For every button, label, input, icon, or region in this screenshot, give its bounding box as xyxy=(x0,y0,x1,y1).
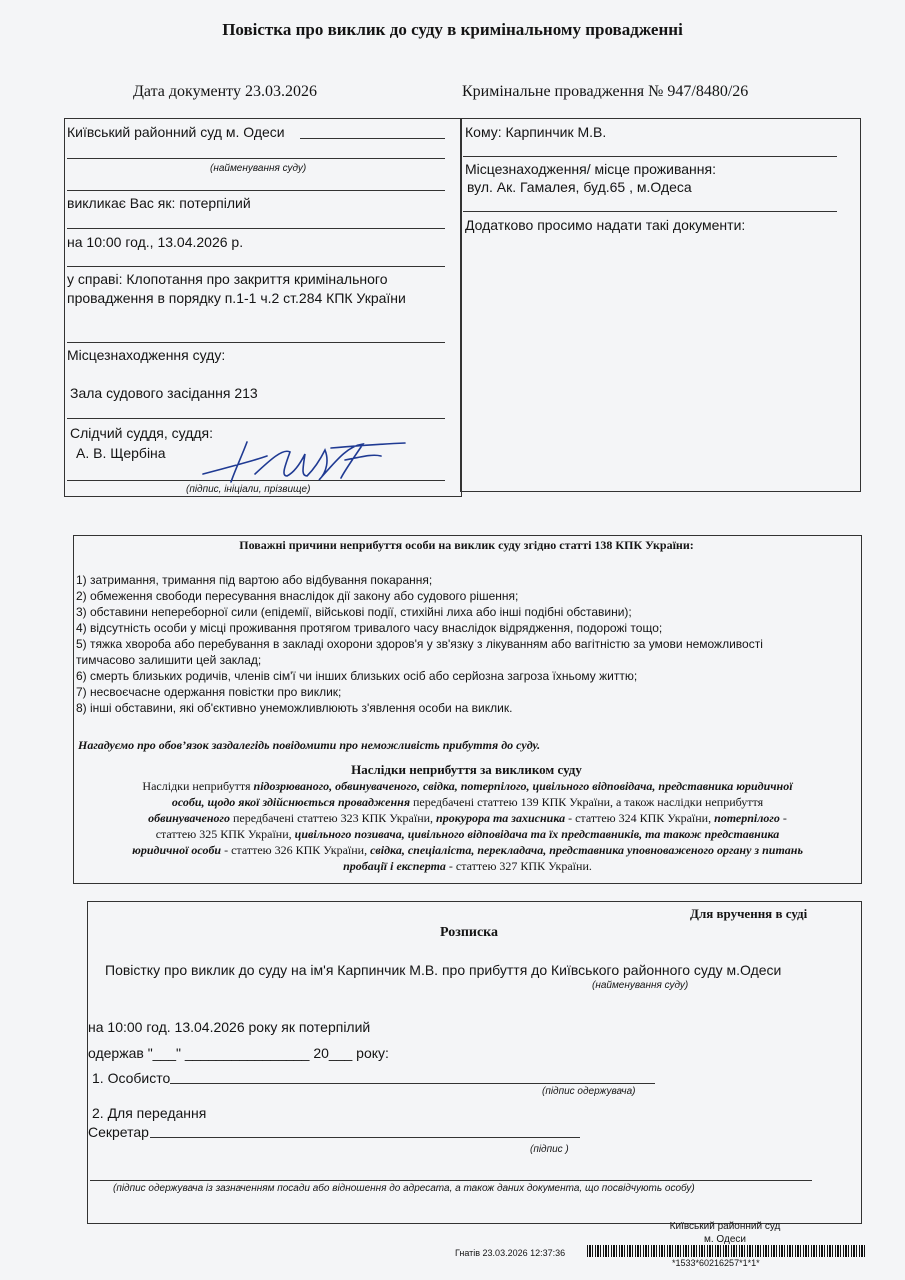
reasons-header: Поважні причини неприбуття особи на виклик суду згідно статті 138 КПК України: xyxy=(239,538,694,552)
consequences-title: Наслідки неприбуття за викликом суду xyxy=(351,762,582,777)
consequences-line: статтею 325 КПК України, цивільного позивача, цивільного відповідача та їх представників, та також представника xyxy=(155,827,780,841)
signature-caption: (підпис, ініціали, прізвище) xyxy=(186,484,311,495)
judge-name: А. В. Щербіна xyxy=(76,445,166,461)
receipt-court-caption: (найменування суду) xyxy=(592,980,689,991)
footer-court-line2: м. Одеси xyxy=(704,1234,746,1245)
document-date: Дата документу 23.03.2026 xyxy=(133,83,317,100)
barcode xyxy=(587,1245,867,1257)
receipt-panel xyxy=(87,901,862,1224)
documents-label: Додатково просимо надати такі документи: xyxy=(465,217,746,233)
reason-item: тимчасово залишити цей заклад; xyxy=(76,653,262,667)
consequences-text xyxy=(80,778,855,874)
court-location-label: Місцезнаходження суду: xyxy=(67,347,226,363)
hearing-datetime: на 10:00 год., 13.04.2026 р. xyxy=(67,234,244,250)
document-title: Повістка про виклик до суду в кримінальному провадженні xyxy=(222,20,683,39)
court-name-caption: (найменування суду) xyxy=(210,163,307,174)
reason-item: 2) обмеження свободи пересування внаслідок дії закону або судового рішення; xyxy=(76,589,519,603)
separator-line xyxy=(463,156,837,157)
summons-role: викликає Вас як: потерпілий xyxy=(67,195,251,211)
footer-court-line1: Київський районний суд xyxy=(669,1221,781,1232)
consequences-line: Наслідки неприбуття підозрюваного, обвинуваченого, свідка, потерпілого, цивільного відповідача, представника юридичної xyxy=(142,779,793,793)
receipt-hearing-line: на 10:00 год. 13.04.2026 року як потерпілий xyxy=(88,1019,371,1035)
consequences-line: обвинуваченого передбачені статтею 323 КПК України, прокурора та захисника - статтею 324 КПК України, потерпілого - xyxy=(148,811,787,825)
consequences-line: пробації і експерта - статтею 327 КПК України. xyxy=(343,859,592,873)
separator-line xyxy=(67,418,445,419)
receipt-received-line: одержав "___" ________________ 20___ року: xyxy=(88,1045,389,1061)
judge-label: Слідчий суддя, суддя: xyxy=(70,425,213,441)
consequences-line: юридичної особи - статтею 326 КПК України, свідка, спеціаліста, перекладача, представника уповноваженого органу з питань xyxy=(132,843,803,857)
separator-line xyxy=(463,211,837,212)
bottom-sign-caption: (підпис одержувача із зазначенням посади або відношення до адресата, а також даних документа, що посвідчують особу) xyxy=(113,1183,695,1194)
address-label: Місцезнаходження/ місце проживання: xyxy=(465,161,716,177)
secretary-sign-line xyxy=(150,1137,580,1138)
reason-item: 1) затримання, тримання під вартою або відбування покарання; xyxy=(76,573,433,587)
consequences-line: особи, щодо якої здійснюється провадження передбачені статтею 139 КПК України, а також наслідки неприбуття xyxy=(171,795,764,809)
hearing-hall: Зала судового засідання 213 xyxy=(70,385,258,401)
recipient-name: Кому: Карпинчик М.В. xyxy=(465,124,607,140)
reason-item: 7) несвоєчасне одержання повістки про виклик; xyxy=(76,685,342,699)
judge-signature xyxy=(195,432,410,502)
reason-item: 4) відсутність особи у місці проживання протягом тривалого часу внаслідок відрядження, подорожі тощо; xyxy=(76,621,663,635)
footer-stamp: Гнатів 23.03.2026 12:37:36 xyxy=(455,1248,566,1258)
reminder-text: Нагадуємо про обов’язок заздалегідь повідомити про неможливість прибуття до суду. xyxy=(78,738,541,752)
bottom-sign-line xyxy=(90,1180,812,1181)
receipt-title: Розписка xyxy=(440,925,499,940)
separator-line xyxy=(67,190,445,191)
case-subject: у справі: Клопотання про закриття кримінального провадження в порядку п.1-1 ч.2 ст.284 КПК України xyxy=(67,271,406,306)
court-name: Київський районний суд м. Одеси xyxy=(67,124,285,140)
separator-line xyxy=(67,342,445,343)
receipt-secretary: Секретар xyxy=(88,1124,149,1140)
receipt-personally: 1. Особисто xyxy=(92,1070,171,1086)
barcode-text: *1533*60216257*1*1* xyxy=(672,1258,760,1268)
separator-line xyxy=(67,228,445,229)
receipt-for-transfer: 2. Для передання xyxy=(92,1105,207,1121)
reasons-list xyxy=(76,572,856,716)
secretary-sign-caption: (підпис ) xyxy=(530,1144,569,1155)
court-name-line xyxy=(300,138,445,139)
receipt-summons-line: Повістку про виклик до суду на ім'я Карпинчик М.В. про прибуття до Київського районного суду м.Одеси xyxy=(105,962,782,978)
case-number: Кримінальне провадження № 947/8480/26 xyxy=(462,83,749,100)
court-name-line-2 xyxy=(67,158,445,159)
separator-line xyxy=(67,266,445,267)
reason-item: 8) інші обставини, які об'єктивно унеможливлюють з'явлення особи на виклик. xyxy=(76,701,513,715)
reason-item: 5) тяжка хвороба або перебування в закладі охорони здоров'я у зв'язку з лікуванням або вагітністю за умови неможливості xyxy=(76,637,763,651)
reason-item: 6) смерть близьких родичів, членів сім'ї чи інших близьких осіб або серйозна загроза їхньому життю; xyxy=(76,669,638,683)
reason-item: 3) обставини непереборної сили (епідемії, військові події, стихійні лиха або інші подібні обставини); xyxy=(76,605,632,619)
for-court-label: Для вручення в суді xyxy=(690,906,808,921)
recipient-sign-caption: (підпис одержувача) xyxy=(542,1086,636,1097)
recipient-address: вул. Ак. Гамалея, буд.65 , м.Одеса xyxy=(467,179,692,195)
recipient-sign-line xyxy=(170,1083,655,1084)
